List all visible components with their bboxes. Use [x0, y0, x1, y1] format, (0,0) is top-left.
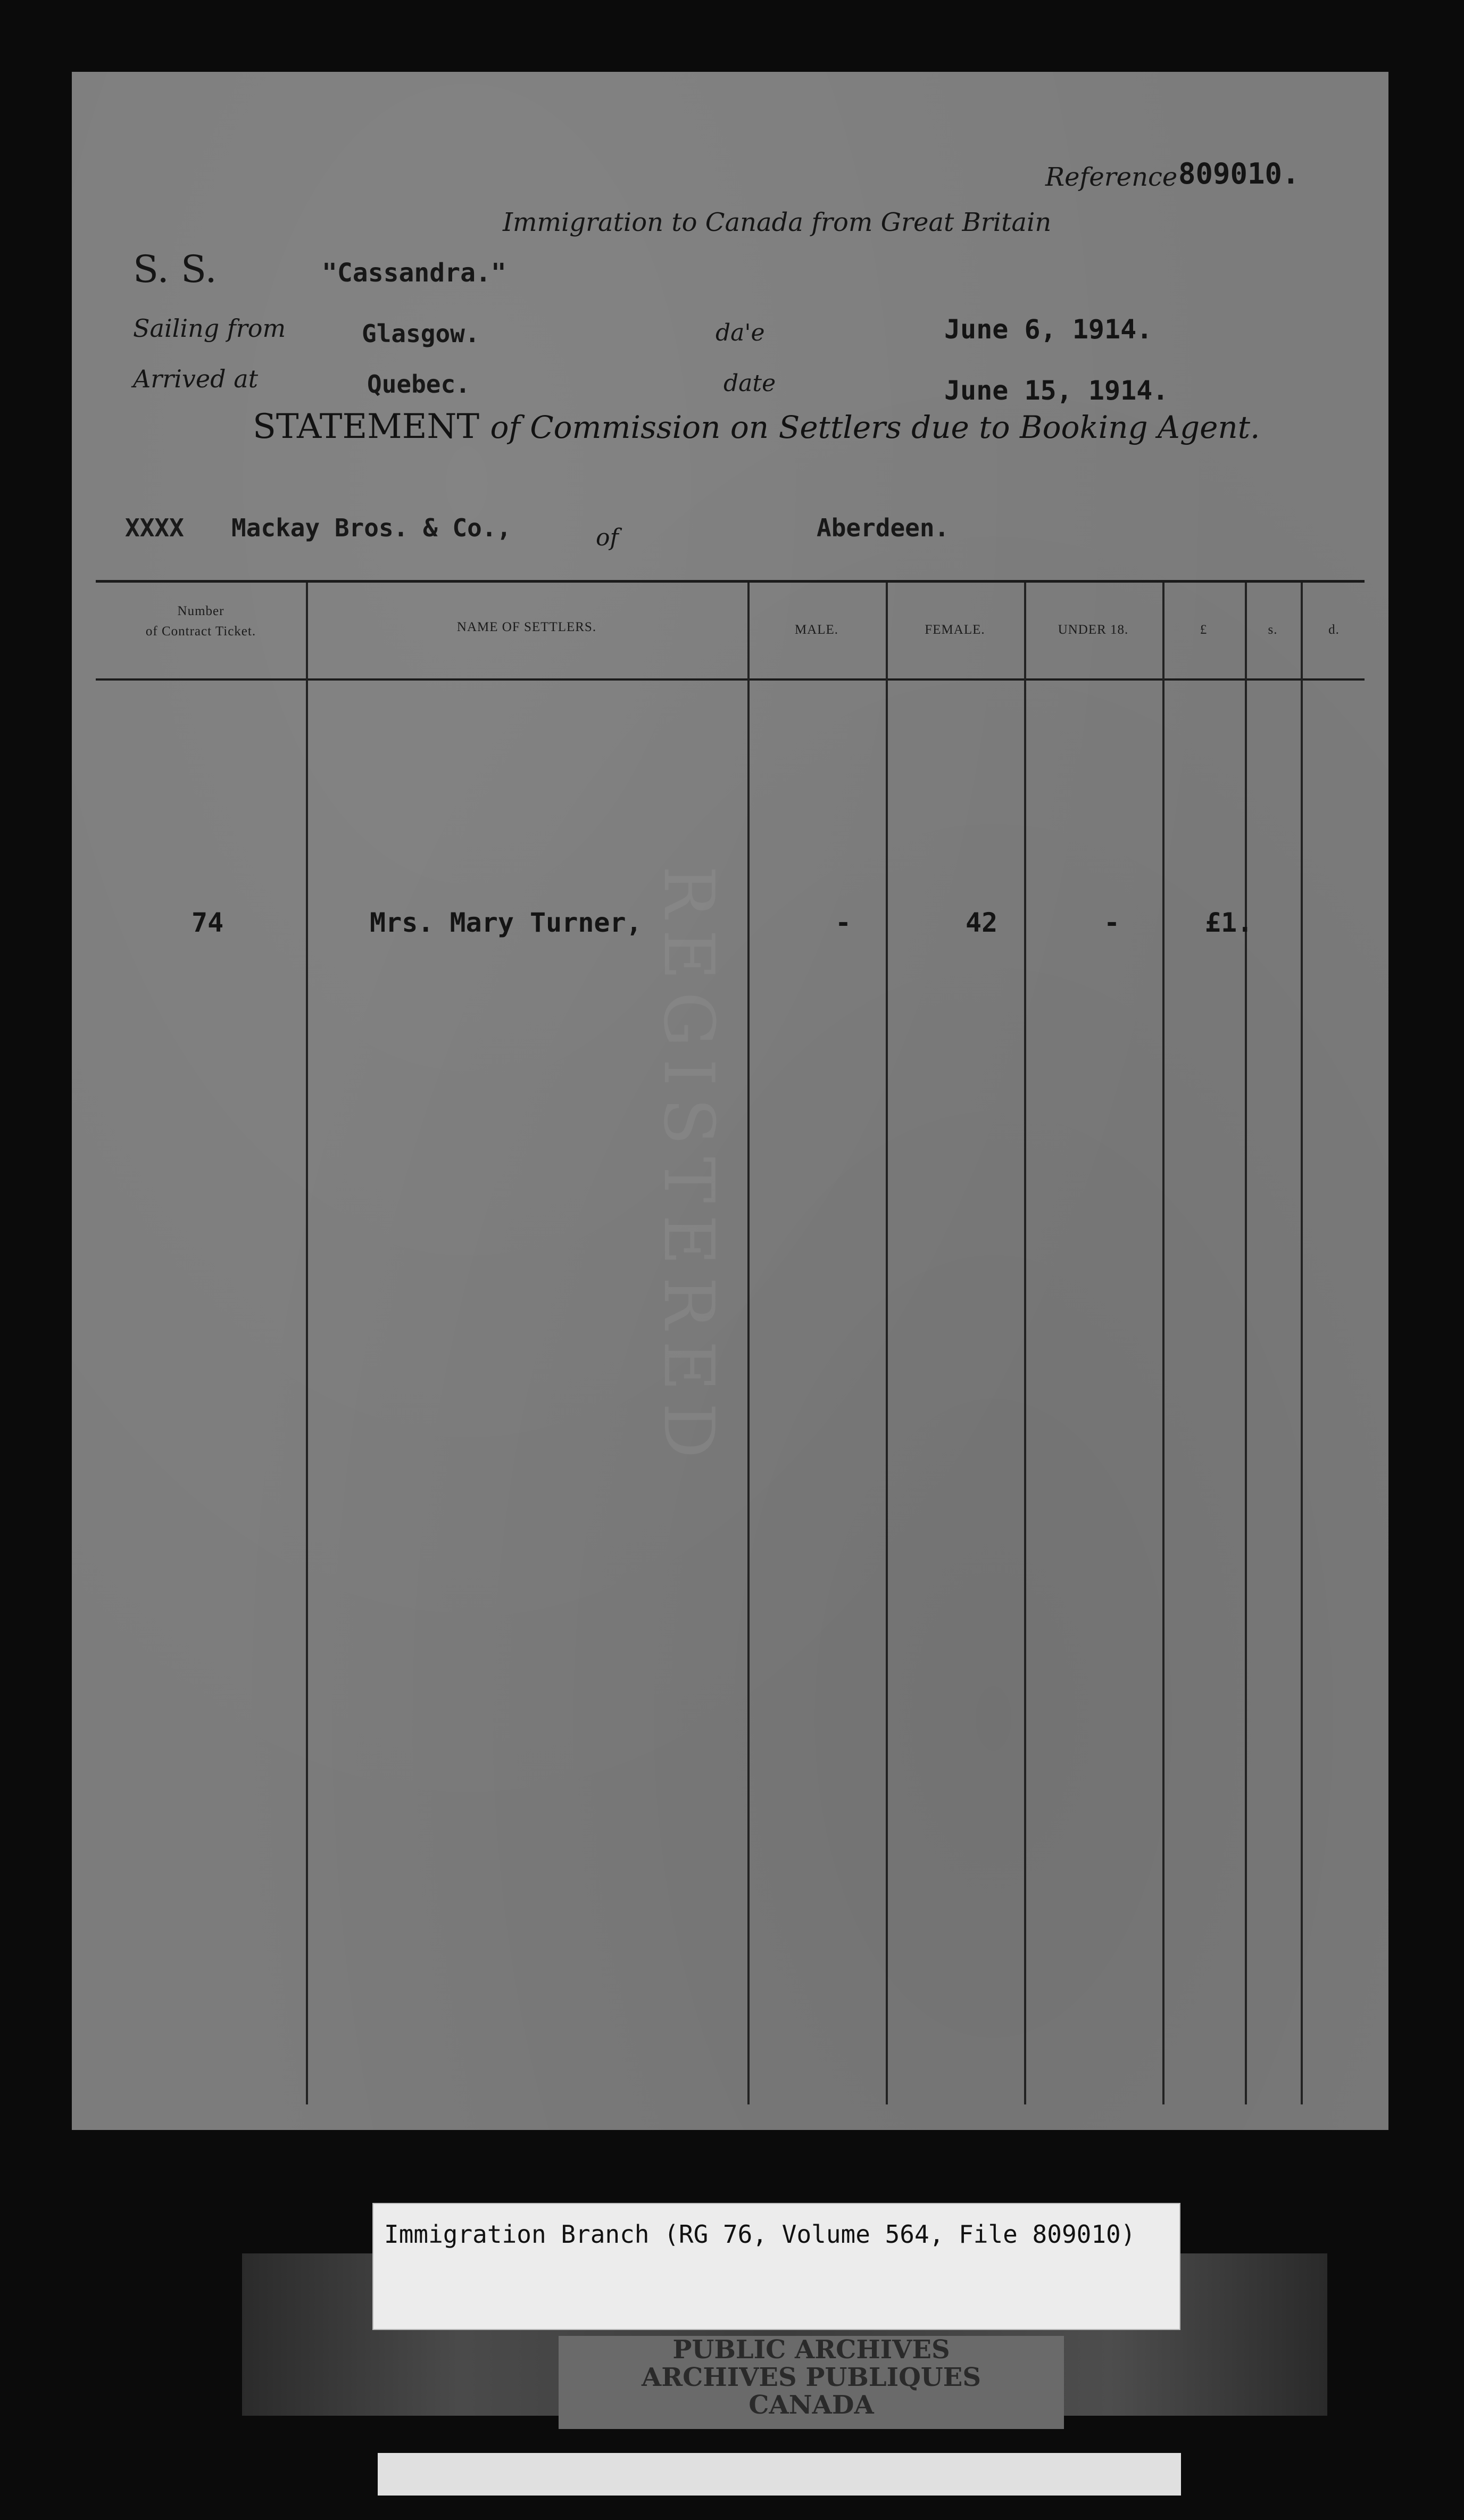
public-archives-stamp: [559, 2336, 1064, 2429]
header-pence: d.: [1328, 623, 1340, 637]
archive-stamp-line1: PUBLIC ARCHIVES: [672, 2335, 950, 2365]
registered-stamp: REGISTERED: [648, 866, 729, 1470]
sailing-from-label: Sailing from: [133, 314, 286, 343]
header-under: UNDER 18.: [1058, 623, 1129, 637]
reference-label: Reference: [1045, 162, 1178, 192]
header-pounds: £: [1200, 623, 1208, 637]
col-divider-female: [1024, 583, 1026, 2104]
header-ticket-line1: Number: [177, 604, 224, 618]
form-subtitle: Immigration to Canada from Great Britain: [503, 208, 1052, 237]
col-divider-name: [747, 583, 750, 2104]
bottom-white-strip: [378, 2453, 1181, 2496]
archive-stamp-line2: ARCHIVES PUBLIQUES: [642, 2362, 981, 2392]
cell-ticket: 74: [192, 907, 224, 938]
arrived-at-value: Quebec.: [367, 370, 470, 399]
statement-subtitle: of Commission on Settlers due to Booking Agent.: [490, 409, 1260, 445]
statement-title: STATEMENT: [253, 407, 480, 446]
arrival-date-value: June 15, 1914.: [944, 375, 1169, 406]
header-male: MALE.: [794, 623, 839, 637]
header-ticket-line2: of Contract Ticket.: [145, 624, 256, 639]
of-label: of: [596, 524, 619, 551]
arrival-date-label: date: [723, 370, 776, 397]
header-female: FEMALE.: [925, 623, 985, 637]
agent-name: Mackay Bros. & Co.,: [231, 513, 512, 542]
header-ticket: [98, 604, 303, 639]
cell-amount: £1.: [1205, 907, 1253, 938]
cell-male: -: [835, 907, 852, 938]
col-divider-under: [1162, 583, 1164, 2104]
col-divider-pounds: [1245, 583, 1247, 2104]
header-name: NAME OF SETTLERS.: [456, 620, 597, 634]
table-header-rule: [96, 678, 1365, 681]
ss-label: S. S.: [133, 247, 217, 291]
archive-stamp-line3: CANADA: [748, 2390, 874, 2420]
document-sheet: [72, 72, 1388, 2130]
col-divider-shillings: [1301, 583, 1303, 2104]
sailing-date-value: June 6, 1914.: [944, 314, 1153, 345]
ship-name: "Cassandra.": [322, 258, 506, 288]
statement-heading: [253, 407, 1260, 446]
reference-value: 809010.: [1178, 157, 1300, 190]
cell-under: -: [1104, 907, 1120, 938]
agent-place: Aberdeen.: [817, 513, 950, 542]
arrived-at-label: Arrived at: [133, 364, 259, 393]
col-divider-ticket: [306, 583, 308, 2104]
sailing-from-value: Glasgow.: [362, 319, 480, 348]
agent-prefix: XXXX: [125, 513, 184, 542]
table-top-rule: [96, 580, 1365, 583]
archive-reference-card: [372, 2203, 1180, 2330]
cell-female: 42: [966, 907, 998, 938]
archive-reference-label: Immigration Branch (RG 76, Volume 564, File 809010): [384, 2220, 1136, 2249]
col-divider-male: [886, 583, 888, 2104]
cell-name: Mrs. Mary Turner,: [370, 907, 642, 938]
sailing-date-label: da'e: [716, 319, 765, 346]
header-shillings: s.: [1268, 623, 1278, 637]
